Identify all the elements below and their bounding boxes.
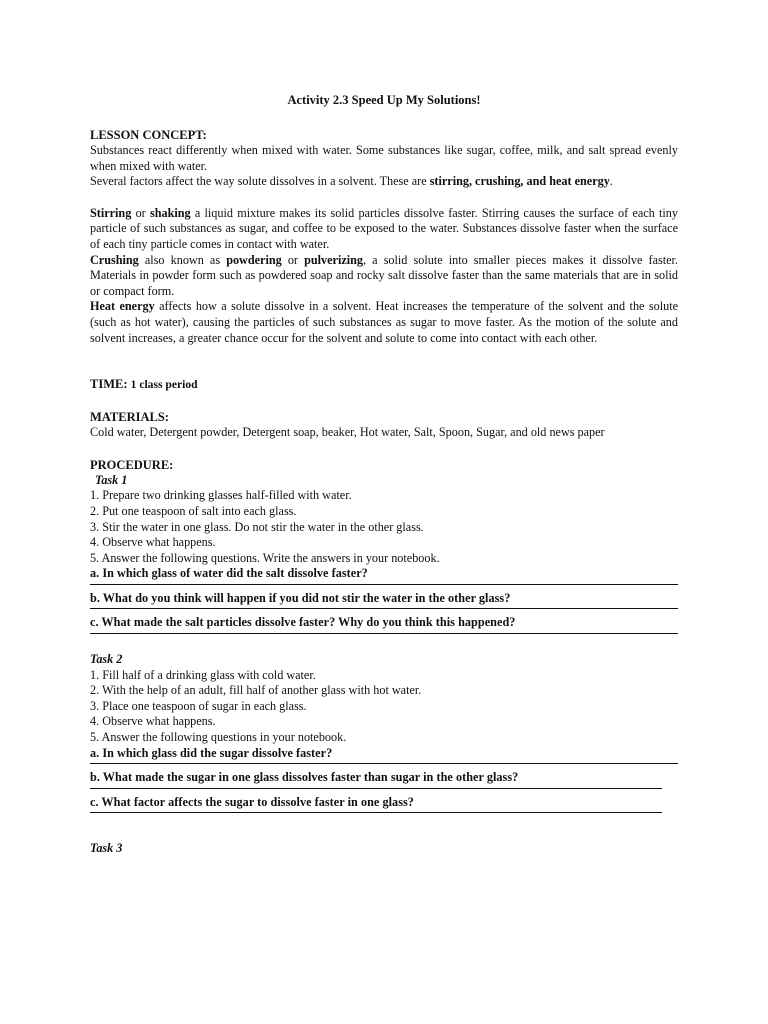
time-value: 1 class period: [130, 378, 198, 392]
list-item: 1. Prepare two drinking glasses half-filled with water.: [90, 488, 352, 503]
stirring-term: Stirring: [90, 205, 132, 220]
list-item: 4. Observe what happens.: [90, 714, 216, 729]
list-item: 3. Place one teaspoon of sugar in each glass.: [90, 698, 307, 713]
pulverizing-term: pulverizing: [304, 252, 364, 267]
task-1-question-b: b. What do you think will happen if you did not stir the water in the other glass?: [90, 590, 511, 605]
lesson-paragraph-2: Several factors affect the way solute dissolves in a solvent. These are stirring, crushing, and heat energy.: [90, 174, 613, 189]
lesson-paragraph-1: Substances react differently when mixed with water. Some substances like sugar, coffee, milk, and salt spread evenly when mixed with water.: [90, 143, 678, 173]
list-item: 5. Answer the following questions in your notebook.: [90, 730, 347, 745]
list-item: 2. With the help of an adult, fill half of another glass with hot water.: [90, 683, 422, 698]
worksheet-page: [90, 93, 678, 857]
time-label: TIME:: [90, 377, 131, 392]
list-item: 2. Put one teaspoon of salt into each glass.: [90, 503, 297, 518]
procedure-heading: PROCEDURE:: [90, 457, 174, 472]
list-item: 4. Observe what happens.: [90, 535, 216, 550]
task-1-steps: [90, 488, 678, 566]
materials-heading: MATERIALS:: [90, 410, 169, 425]
time-line: [90, 376, 678, 393]
answer-line[interactable]: [90, 584, 678, 585]
heat-energy-term: Heat energy: [90, 299, 155, 314]
task-2-question-c: c. What factor affects the sugar to dissolve faster in one glass?: [90, 794, 414, 809]
stirring-paragraph: Stirring or shaking a liquid mixture makes its solid particles dissolve faster. Stirring causes the surface of each tiny particle of such substances as sugar, and coffee to be exposed to the water. Substances dissolve faster when the surface of each tiny particle comes in contact with water.: [90, 205, 678, 251]
materials-list: Cold water, Detergent powder, Detergent soap, beaker, Hot water, Salt, Spoon, Sugar, and old news paper: [90, 425, 605, 440]
task-1-question-c: c. What made the salt particles dissolve faster? Why do you think this happened?: [90, 615, 516, 630]
list-item: 3. Stir the water in one glass. Do not stir the water in the other glass.: [90, 519, 424, 534]
task-1-label: Task 1: [95, 472, 128, 487]
task-3-label: Task 3: [90, 841, 123, 856]
task-2-label: Task 2: [90, 652, 123, 667]
task-2-question-b: b. What made the sugar in one glass dissolves faster than sugar in the other glass?: [90, 770, 519, 785]
crushing-term: Crushing: [90, 252, 139, 267]
powdering-term: powdering: [226, 252, 282, 267]
answer-line[interactable]: [90, 608, 678, 609]
list-item: 5. Answer the following questions. Write the answers in your notebook.: [90, 550, 440, 565]
heat-energy-paragraph: Heat energy affects how a solute dissolve in a solvent. Heat increases the temperature of the solvent and the solute (such as hot water), causing the particles of such substances as sugar to move faster. As the motion of the solute and solvent increases, a greater chance occur for the solvent and solute to come into contact with each other.: [90, 299, 678, 345]
list-item: 1. Fill half of a drinking glass with cold water.: [90, 667, 316, 682]
task-2-steps: [90, 668, 678, 746]
lesson-concept-heading: LESSON CONCEPT:: [90, 128, 207, 142]
crushing-paragraph: Crushing also known as powdering or pulverizing, a solid solute into smaller pieces makes it dissolve faster. Materials in powder form such as powdered soap and rocky salt dissolve faster than the same materials that are in solid or compact form.: [90, 252, 678, 298]
activity-title: Activity 2.3 Speed Up My Solutions!: [287, 93, 481, 107]
answer-line[interactable]: [90, 633, 678, 634]
answer-line[interactable]: [90, 788, 662, 789]
answer-line[interactable]: [90, 812, 662, 813]
shaking-term: shaking: [149, 205, 191, 220]
task-1-question-a: a. In which glass of water did the salt dissolve faster?: [90, 566, 368, 581]
factors-emphasis: stirring, crushing, and heat energy: [429, 174, 610, 189]
answer-line[interactable]: [90, 763, 678, 764]
task-2-question-a: a. In which glass did the sugar dissolve faster?: [90, 745, 333, 760]
